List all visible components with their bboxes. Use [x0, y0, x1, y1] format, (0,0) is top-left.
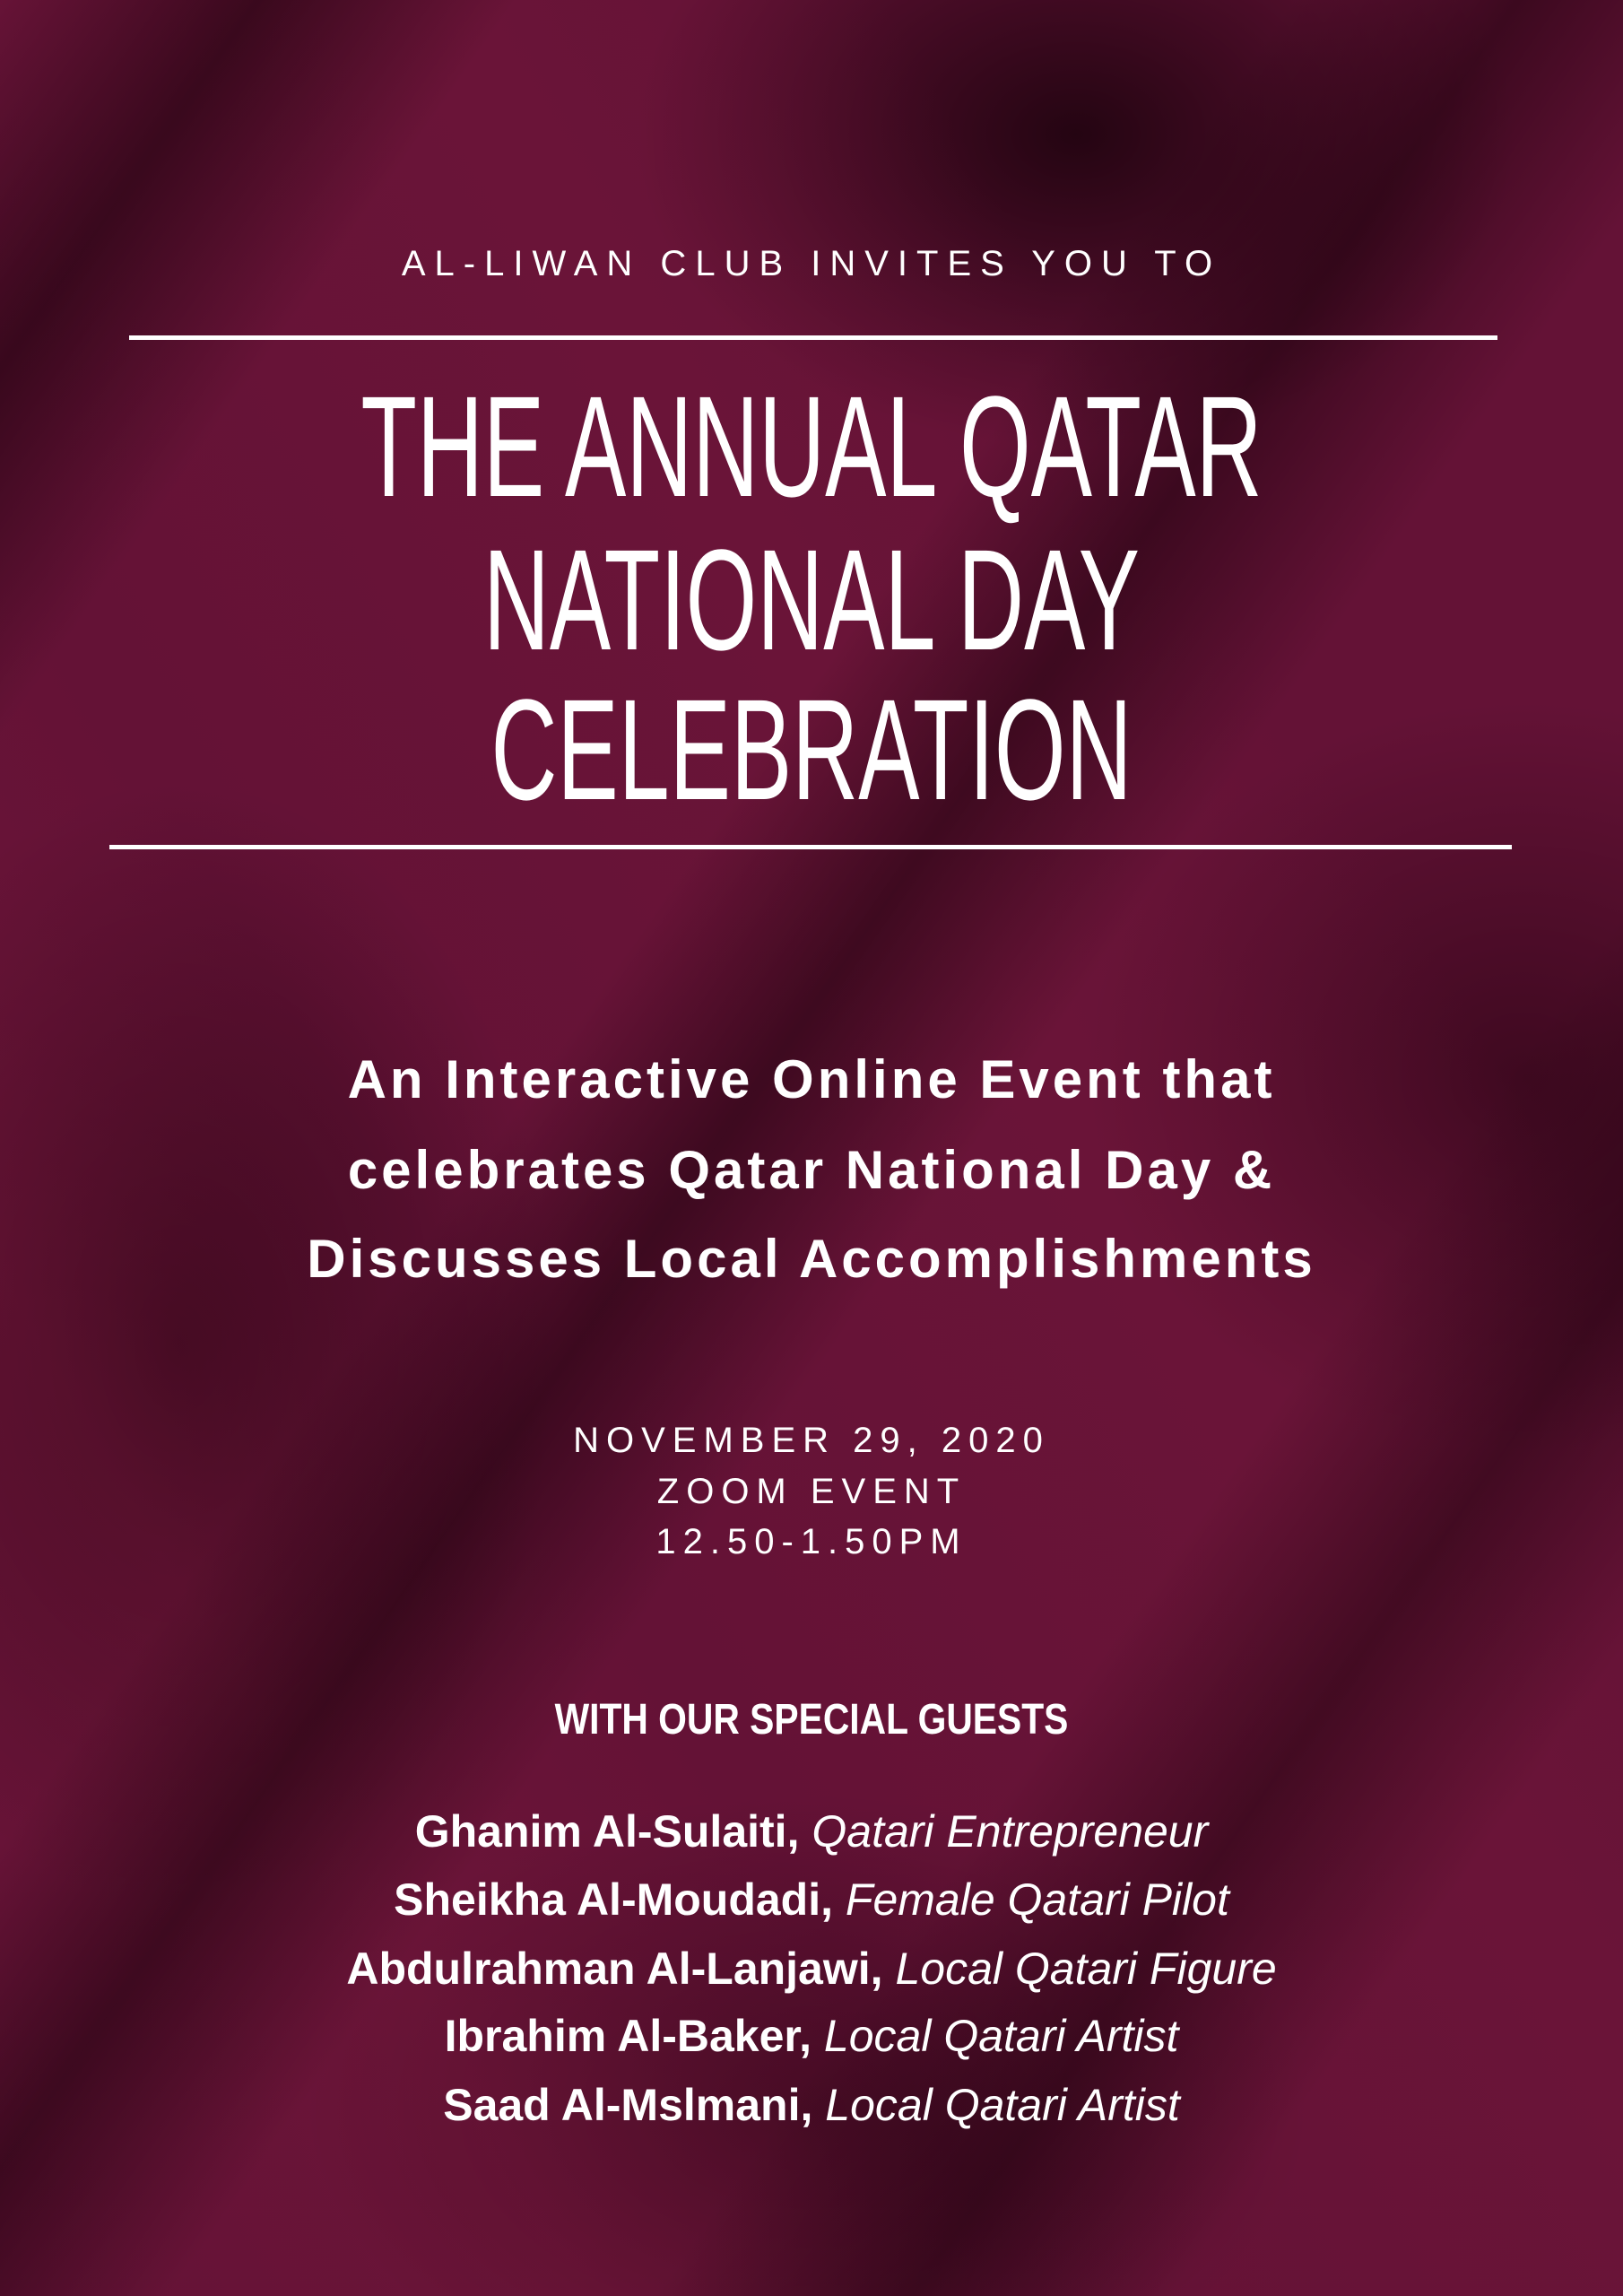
subtitle-line-1: An Interactive Online Event that [347, 1049, 1276, 1109]
guest-name: Abdulrahman Al-Lanjawi, [346, 1944, 883, 1994]
event-venue: ZOOM EVENT [656, 1472, 967, 1511]
bottom-divider [109, 845, 1512, 849]
guest-role: Local Qatari Artist [825, 2080, 1180, 2130]
guests-heading: WITH OUR SPECIAL GUESTS [554, 1696, 1069, 1744]
event-time: 12.50-1.50PM [655, 1522, 968, 1561]
guest-role: Local Qatari Artist [823, 2011, 1179, 2061]
subtitle-line-3: Discusses Local Accomplishments [307, 1229, 1316, 1289]
guest-name: Saad Al-Mslmani, [443, 2080, 813, 2130]
guest-role: Local Qatari Figure [895, 1944, 1277, 1994]
title-line-2: NATIONAL DAY [482, 519, 1141, 680]
guest-item [0, 2002, 1623, 2070]
title-line-3: CELEBRATION [490, 669, 1133, 830]
guest-role: Female Qatari Pilot [845, 1874, 1229, 1925]
guest-role: Qatari Entrepreneur [812, 1806, 1209, 1857]
guest-name: Ghanim Al-Sulaiti, [414, 1806, 800, 1857]
guest-item [0, 2071, 1623, 2139]
guest-name: Sheikha Al-Moudadi, [394, 1874, 833, 1925]
guest-item [0, 1866, 1623, 1934]
guest-item [0, 1935, 1623, 2003]
subtitle-line-2: celebrates Qatar National Day & [347, 1140, 1276, 1200]
guest-name: Ibrahim Al-Baker, [444, 2011, 812, 2061]
top-divider [129, 335, 1497, 340]
title-line-1: THE ANNUAL QATAR [360, 366, 1263, 526]
invitation-kicker: AL-LIWAN CLUB INVITES YOU TO [401, 244, 1222, 283]
event-date: NOVEMBER 29, 2020 [573, 1421, 1050, 1460]
guest-item [0, 1797, 1623, 1866]
